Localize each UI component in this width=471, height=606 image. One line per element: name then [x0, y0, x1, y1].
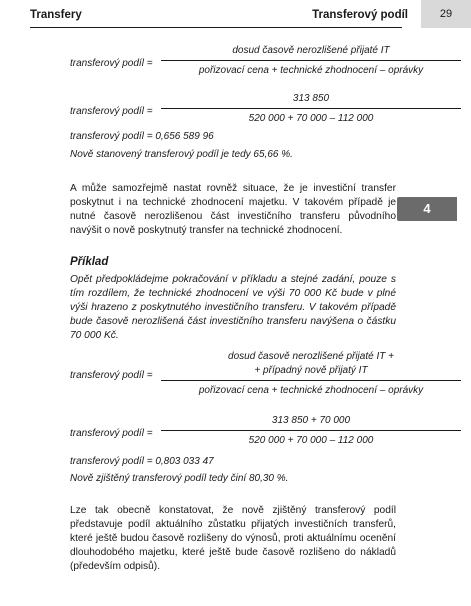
fraction-numerator: 313 850 — [292, 93, 330, 104]
body-paragraph: Lze tak obecně konstatovat, že nově zjištěný transferový podíl představuje podíl aktuálního zůstatku přijatých investičních transferů, které ještě budou časově rozlišeny do výnosů, proti aktuálnímu ocenění dlouhodobého majetku, které ještě bude časově rozlišeno do nákladů (především odpisů). — [70, 505, 396, 572]
chapter-tab: 4 — [397, 197, 457, 221]
section-title: Transferový podíl — [312, 9, 408, 21]
result-note: Nově stanovený transferový podíl je tedy 65,66 %. — [70, 149, 293, 160]
fraction-numerator: 313 850 + 70 000 — [271, 415, 351, 426]
result-note: Nově zjištěný transferový podíl tedy činí 80,30 %. — [70, 473, 289, 484]
body-paragraph: A může samozřejmě nastat rovněž situace, že je investiční transfer poskytnut i na technické zhodnocení majetku. V takovém případě je nutné časově nerozlišenou část investičního transferu původního navýšit o nově poskytnutý transfer na technické zhodnocení. — [70, 183, 396, 236]
formula-label: transferový podíl = — [70, 370, 153, 381]
fraction — [161, 350, 461, 397]
page-header — [30, 0, 471, 28]
result-value: transferový podíl = 0,656 589 96 — [70, 131, 214, 142]
fraction-denominator: pořizovací cena + technické zhodnocení – oprávky — [198, 65, 424, 76]
formula-label: transferový podíl = — [70, 428, 153, 439]
fraction-denominator: pořizovací cena + technické zhodnocení – oprávky — [198, 385, 424, 396]
result-value: transferový podíl = 0,803 033 47 — [70, 456, 214, 467]
example-heading: Příklad — [70, 256, 109, 268]
formula-label: transferový podíl = — [70, 58, 153, 69]
formula-label: transferový podíl = — [70, 106, 153, 117]
fraction — [161, 92, 461, 125]
page-number: 29 — [421, 0, 471, 28]
fraction — [161, 414, 461, 447]
fraction-denominator: 520 000 + 70 000 – 112 000 — [248, 113, 374, 124]
fraction — [161, 44, 461, 77]
fraction-numerator: dosud časově nerozlišené přijaté IT — [232, 45, 390, 56]
header-rule — [30, 27, 402, 28]
fraction-denominator: 520 000 + 70 000 – 112 000 — [248, 435, 374, 446]
fraction-numerator-line1: dosud časově nerozlišené přijaté IT + — [228, 351, 394, 362]
example-text: Opět předpokládejme pokračování v příkladu a stejné zadání, pouze s tím rozdílem, že technické zhodnocení ve výši 70 000 Kč bude v plné výši hrazeno z poskytnutého investičního transferu. V takovém případě bude časově nerozlišená část investičního transferu navýšena o částku 70 000 Kč. — [70, 274, 396, 341]
fraction-numerator-line2: + případný nově přijatý IT — [254, 365, 368, 376]
chapter-title: Transfery — [30, 9, 82, 21]
